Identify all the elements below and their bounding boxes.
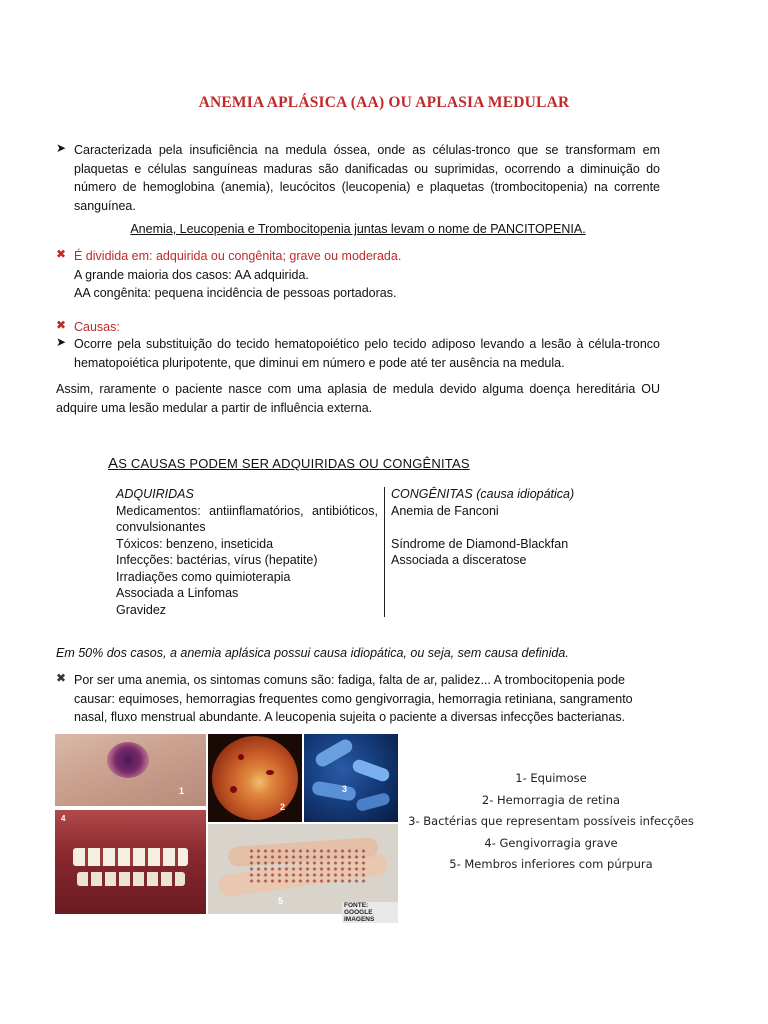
symptoms-bullet xyxy=(56,671,660,727)
photo-bacteria xyxy=(304,734,398,822)
photo-label: 2 xyxy=(280,802,286,812)
acquired-item: Medicamentos: antiinflamatórios, antibióticos, convulsionantes xyxy=(116,503,378,534)
photo-legend xyxy=(406,768,696,876)
photo-source: FONTE: GOOGLE IMAGENS xyxy=(342,902,398,923)
causes-table-title-rest: S CAUSAS PODEM SER ADQUIRIDAS OU CONGÊNITAS xyxy=(118,456,470,471)
photo-label: 3 xyxy=(342,784,348,794)
table-divider xyxy=(384,487,385,617)
photo-label: 1 xyxy=(179,786,185,796)
photo-retina xyxy=(208,734,302,822)
causes-text: Ocorre pela substituição do tecido hematopoiético pelo tecido adiposo levando a lesão à célula-tronco hematopoiética pluripotente, que diminui em número e pode até ter ausência na medula. xyxy=(74,337,660,370)
acquired-item: Irradiações como quimioterapia xyxy=(116,569,291,584)
acquired-item: Tóxicos: benzeno, inseticida xyxy=(116,536,274,551)
symptoms-text: Por ser uma anemia, os sintomas comuns são: fadiga, falta de ar, palidez... A trombocitopenia pode causar: equimoses, hemorragias frequentes como gengivorragia, hemorragia retiniana, sangramento nasal, fluxo menstrual abundante. A leucopenia sujeita o paciente a diversas infecções bacterianas. xyxy=(74,673,633,724)
acquired-item: Infecções: bactérias, vírus (hepatite) xyxy=(116,553,318,567)
congenital-item: Anemia de Fanconi xyxy=(391,503,499,518)
idiopathic-note: Em 50% dos casos, a anemia aplásica possui causa idiopática, ou seja, sem causa definida. xyxy=(56,646,569,660)
photo-collage xyxy=(55,734,398,923)
causes-text-row xyxy=(56,335,660,372)
legend-item: 4- Gengivorragia grave xyxy=(484,835,618,850)
arrow-bullet-icon: ➤ xyxy=(56,335,67,349)
photo-gums xyxy=(55,810,206,914)
intro-bullet xyxy=(56,141,660,215)
division-heading: É dividida em: adquirida ou congênita; grave ou moderada. xyxy=(74,249,402,263)
causes-heading: Causas: xyxy=(74,320,120,334)
acquired-item: Gravidez xyxy=(116,602,167,617)
cross-bullet-icon: ✖ xyxy=(56,247,67,261)
division-line-2: AA congênita: pequena incidência de pessoas portadoras. xyxy=(74,286,397,300)
division-line-1: A grande maioria dos casos: AA adquirida. xyxy=(74,267,309,282)
photo-label: 5 xyxy=(278,896,284,906)
congenital-item: Associada a disceratose xyxy=(391,553,527,567)
intro-text: Caracterizada pela insuficiência na medula óssea, onde as células-tronco que se transformam em plaquetas e células sanguíneas maduras são danificadas ou suprimidas, ocorrendo a diminuição do número de hemoglobina (anemia), leucócitos (leucopenia) e plaquetas (trombocitopenia) na corrente sanguínea. xyxy=(74,143,660,213)
acquired-header: ADQUIRIDAS xyxy=(116,487,194,501)
acquired-item: Associada a Linfomas xyxy=(116,586,239,600)
congenital-header-main: CONGÊNITAS xyxy=(391,487,473,501)
photo-legs xyxy=(208,824,398,923)
causes-table-title xyxy=(108,455,470,472)
assim-paragraph: Assim, raramente o paciente nasce com uma aplasia de medula devido alguma doença hereditária OU adquire uma lesão medular a partir de influência externa. xyxy=(56,382,660,415)
photo-label: 4 xyxy=(61,814,66,823)
legend-item: 1- Equimose xyxy=(515,771,587,785)
photo-bruise xyxy=(55,734,206,806)
division-bullet xyxy=(56,247,660,303)
causes-heading-row xyxy=(56,318,660,337)
cross-bullet-icon: ✖ xyxy=(56,671,67,685)
congenital-header-note: (causa idiopática) xyxy=(472,487,575,501)
arrow-bullet-icon: ➤ xyxy=(56,141,67,155)
acquired-column xyxy=(116,486,378,618)
legend-item: 5- Membros inferiores com púrpura xyxy=(449,857,653,871)
congenital-spacer xyxy=(391,519,661,536)
cross-bullet-icon: ✖ xyxy=(56,318,67,332)
legend-item: 3- Bactérias que representam possíveis infecções xyxy=(408,814,694,828)
congenital-header xyxy=(391,486,661,503)
congenital-item: Síndrome de Diamond-Blackfan xyxy=(391,536,569,551)
pancytopenia-note: Anemia, Leucopenia e Trombocitopenia juntas levam o nome de PANCITOPENIA. xyxy=(130,222,586,236)
congenital-column xyxy=(391,486,661,569)
legend-item: 2- Hemorragia de retina xyxy=(481,792,621,807)
causes-table-title-initial: A xyxy=(108,455,119,472)
page-title: ANEMIA APLÁSICA (AA) OU APLASIA MEDULAR xyxy=(198,94,570,111)
